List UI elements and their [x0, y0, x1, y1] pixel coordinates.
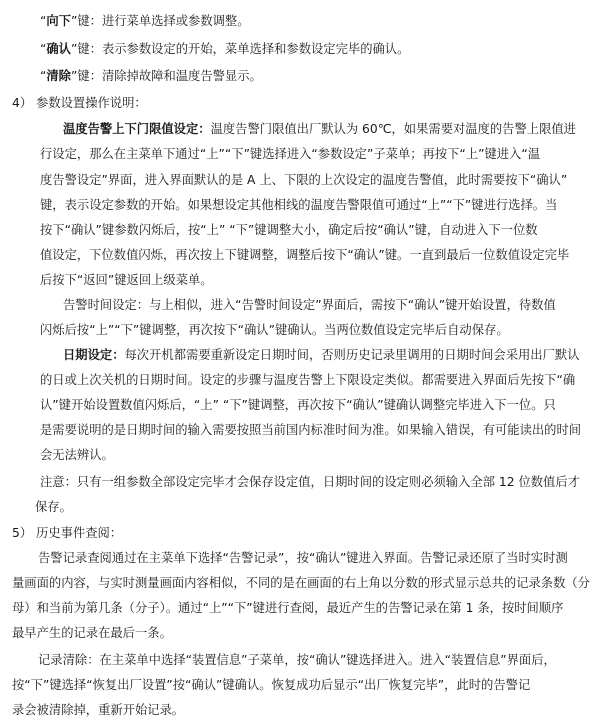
key-confirm-desc: 键：表示参数设定的开始，菜单选择和参数设定完毕的确认。 [77, 42, 410, 56]
note-line-1: 注意：只有一组参数全部设定完毕才会保存设定值，日期时间的设定则必须输入全部 12 位数值后才 [40, 475, 580, 489]
history-line-2: 量画面的内容，与实时测量画面内容相似，不同的是在画面的右上角以分数的形式显示总共的记录条数（分 [12, 576, 590, 590]
alarm-time-line-2: 闪烁后按“上”“下”键调整，再次按下“确认”键确认。当两位数值设定完毕后自动保存。 [40, 323, 509, 337]
key-confirm-line: “确认”键：表示参数设定的开始，菜单选择和参数设定完毕的确认。 [40, 42, 410, 56]
key-clear-name: 清除 [46, 69, 71, 83]
record-clear-line-2: 按“下”键选择“恢复出厂设置”按“确认”键确认。恢复成功后显示“出厂恢复完毕”，此时的告警记 [12, 678, 531, 692]
temp-threshold-line-4: 键，表示设定参数的开始。如果想设定其他相线的温度告警限值可通过“上”“下”键进行选择。当 [40, 198, 558, 212]
history-line-4: 最早产生的记录在最后一条。 [12, 626, 172, 640]
temp-threshold-line-7: 后按下“返回”键返回上级菜单。 [40, 273, 213, 287]
temp-threshold-line-2: 行设定，那么在主菜单下通过“上”“下”键选择进入“参数设定”子菜单；再按下“上”键进入“温 [40, 147, 541, 161]
key-confirm-name: 确认 [46, 42, 71, 56]
note-line-2: 保存。 [35, 500, 72, 514]
temp-threshold-label: 温度告警上下门限值设定： [63, 122, 211, 136]
key-down-line: “向下”键：进行菜单选择或参数调整。 [40, 14, 250, 28]
key-down-desc: 键：进行菜单选择或参数调整。 [77, 14, 250, 28]
section4-heading: 4） 参数设置操作说明： [12, 96, 147, 110]
key-clear-desc: 键：清除掉故障和温度告警显示。 [77, 69, 262, 83]
date-setting-line-4: 是需要说明的是日期时间的输入需要按照当前国内标准时间为准。如果输入错误，有可能读出的时间 [40, 423, 582, 437]
section5-heading: 5） 历史事件查阅： [12, 526, 123, 540]
date-setting-line-1: 日期设定：每次开机都需要重新设定日期时间，否则历史记录里调用的日期时间会采用出厂默认 [63, 348, 580, 362]
date-setting-line-3: 认”键开始设置数值闪烁后，“上” “下”键调整，再次按下“确认”键确认调整完毕进入下一位。只 [40, 398, 556, 412]
date-setting-line-5: 会无法辨认。 [40, 448, 114, 462]
record-clear-line-3: 录会被清除掉，重新开始记录。 [12, 703, 185, 717]
temp-threshold-line-1: 温度告警上下门限值设定：温度告警门限值出厂默认为 60℃，如果需要对温度的告警上限值进 [63, 122, 576, 136]
history-line-1: 告警记录查阅通过在主菜单下选择“告警记录”，按“确认”键进入界面。告警记录还原了当时实时测 [38, 551, 568, 565]
temp-threshold-line-6: 值设定，下位数值闪烁，再次按上下键调整，调整后按下“确认”键。一直到最后一位数值设定完毕 [40, 248, 570, 262]
record-clear-line-1: 记录清除：在主菜单中选择“装置信息”子菜单，按“确认”键选择进入。进入“装置信息”界面后， [38, 653, 556, 667]
alarm-time-line-1: 告警时间设定：与上相似，进入“告警时间设定”界面后，需按下“确认”键开始设置，待数值 [63, 298, 556, 312]
key-clear-line: “清除”键：清除掉故障和温度告警显示。 [40, 69, 262, 83]
key-down-name: 向下 [46, 14, 71, 28]
date-setting-line-2: 的日或上次关机的日期时间。设定的步骤与温度告警上下限设定类似。都需要进入界面后先按下“确 [40, 373, 576, 387]
date-setting-label: 日期设定： [63, 348, 125, 362]
temp-threshold-line-3: 度告警设定”界面，进入界面默认的是 A 上、下限的上次设定的温度告警值，此时需要按下“确认” [40, 173, 568, 187]
temp-threshold-line-5: 按下“确认”键参数闪烁后，按“上” “下”键调整大小，确定后按“确认”键，自动进入下一位数 [40, 223, 538, 237]
history-line-3: 母）和当前为第几条（分子）。通过“上”“下”键进行查阅，最近产生的告警记录在第 1 条，按时间顺序 [12, 601, 564, 615]
